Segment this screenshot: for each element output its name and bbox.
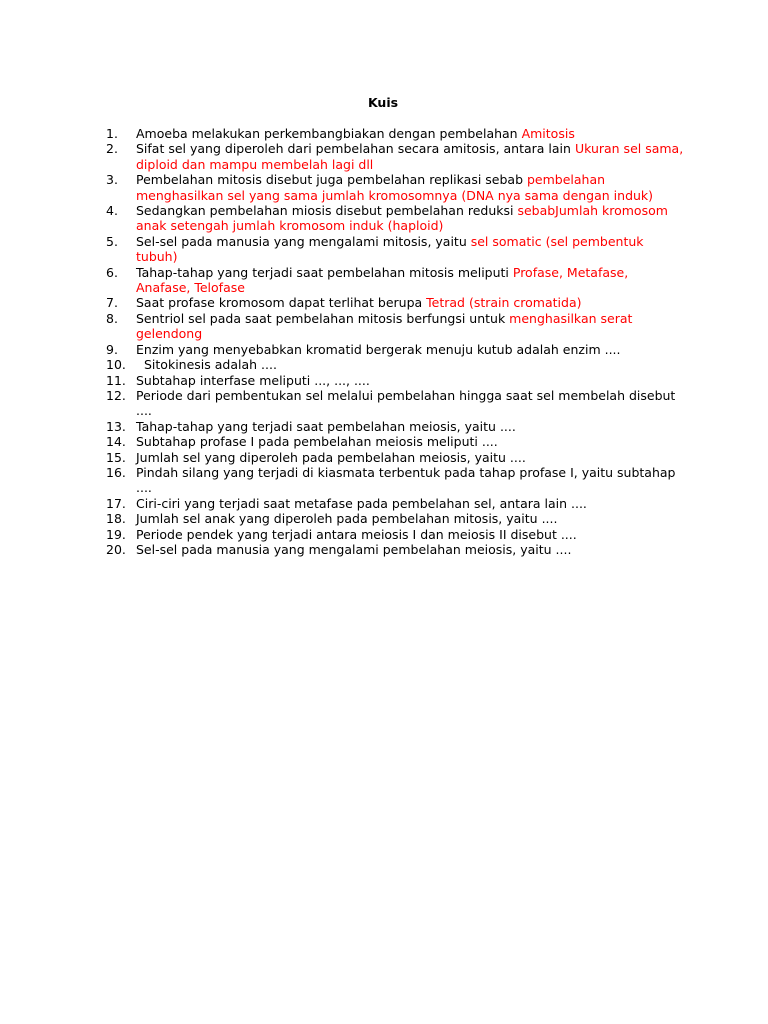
item-text: [136, 434, 498, 449]
quiz-item: [106, 126, 686, 141]
item-number: 2.: [106, 141, 118, 157]
quiz-item: [106, 419, 686, 434]
item-text: [136, 465, 675, 495]
answer-text: Tetrad (strain cromatida): [426, 295, 582, 311]
question-text: Tahap-tahap yang terjadi saat pembelahan meiosis, yaitu ....: [136, 418, 516, 434]
item-number: 11.: [106, 372, 126, 388]
question-text: Sel-sel pada manusia yang mengalami pembelahan meiosis, yaitu ....: [136, 541, 572, 557]
quiz-item: [106, 527, 686, 542]
question-text: Pindah silang yang terjadi di kiasmata terbentuk pada tahap profase I, yaitu subtahap ....: [136, 464, 676, 496]
item-number: 4.: [106, 203, 118, 219]
quiz-item: [106, 465, 686, 496]
item-text: [136, 172, 653, 202]
quiz-item: [106, 203, 686, 234]
item-number: 7.: [106, 295, 118, 311]
question-text: Periode dari pembentukan sel melalui pembelahan hingga saat sel membelah disebut ....: [136, 387, 676, 419]
item-number: 20.: [106, 541, 126, 557]
answer-text: Profase, Metafase, Anafase, Telofase: [136, 264, 629, 296]
quiz-item: [106, 357, 686, 372]
quiz-item: [106, 511, 686, 526]
question-text: Sifat sel yang diperoleh dari pembelahan secara amitosis, antara lain: [136, 141, 575, 157]
question-text: Amoeba melakukan perkembangbiakan dengan pembelahan: [136, 126, 522, 141]
item-text: [136, 234, 644, 264]
item-text: [136, 542, 571, 557]
answer-text: sel somatic (sel pembentuk tubuh): [136, 233, 644, 265]
item-text: [136, 419, 516, 434]
quiz-item: [106, 542, 686, 557]
item-text: [136, 265, 628, 295]
quiz-item: [106, 265, 686, 296]
answer-text: menghasilkan serat gelendong: [136, 310, 633, 342]
quiz-item: [106, 388, 686, 419]
item-text: [136, 511, 557, 526]
question-text: Saat profase kromosom dapat terlihat berupa: [136, 295, 427, 311]
item-number: 8.: [106, 310, 118, 326]
item-text: [136, 496, 587, 511]
quiz-item: [106, 450, 686, 465]
item-text: [136, 311, 632, 341]
item-number: 5.: [106, 233, 118, 249]
question-text: Sentriol sel pada saat pembelahan mitosis berfungsi untuk: [136, 310, 510, 326]
question-text: Subtahap profase I pada pembelahan meiosis meliputi ....: [136, 434, 498, 450]
item-text: [136, 203, 668, 233]
item-text: [136, 527, 577, 542]
answer-text: Amitosis: [521, 126, 575, 141]
quiz-item: [106, 342, 686, 357]
item-number: 15.: [106, 449, 126, 465]
question-text: Pembelahan mitosis disebut juga pembelahan replikasi sebab: [136, 172, 527, 188]
quiz-item: [106, 234, 686, 265]
question-text: Periode pendek yang terjadi antara meiosis I dan meiosis II disebut ....: [136, 526, 577, 542]
item-number: 10.: [106, 357, 126, 373]
quiz-item: [106, 311, 686, 342]
question-text: Tahap-tahap yang terjadi saat pembelahan mitosis meliputi: [136, 264, 513, 280]
item-number: 6.: [106, 264, 118, 280]
item-text: [136, 450, 526, 465]
answer-text: pembelahan menghasilkan sel yang sama jumlah kromosomnya (DNA nya sama dengan induk): [136, 172, 654, 203]
item-text: [136, 126, 575, 141]
answer-text: Ukuran sel sama, diploid dan mampu membelah lagi dll: [136, 141, 684, 172]
item-number: 18.: [106, 511, 126, 527]
quiz-list: [106, 126, 686, 557]
item-number: 16.: [106, 464, 126, 480]
item-text: [136, 295, 582, 310]
item-number: 19.: [106, 526, 126, 542]
item-number: 1.: [106, 126, 118, 141]
question-text: Enzim yang menyebabkan kromatid bergerak menuju kutub adalah enzim ....: [136, 341, 621, 357]
item-number: 3.: [106, 172, 118, 188]
item-text: [136, 342, 621, 357]
answer-text: sebabJumlah kromosom anak setengah jumlah kromosom induk (haploid): [136, 203, 668, 234]
item-text: [136, 357, 277, 372]
item-number: 14.: [106, 434, 126, 450]
item-number: 9.: [106, 341, 118, 357]
quiz-item: [106, 141, 686, 172]
item-number: 17.: [106, 495, 126, 511]
question-text: Jumlah sel yang diperoleh pada pembelahan meiosis, yaitu ....: [136, 449, 526, 465]
quiz-item: [106, 172, 686, 203]
quiz-item: [106, 434, 686, 449]
question-text: Sedangkan pembelahan miosis disebut pembelahan reduksi: [136, 203, 518, 219]
item-text: [136, 388, 675, 418]
question-text: Jumlah sel anak yang diperoleh pada pembelahan mitosis, yaitu ....: [136, 511, 558, 527]
item-text: [136, 373, 370, 388]
question-text: Subtahap interfase meliputi ..., ..., ....: [136, 372, 370, 388]
item-number: 12.: [106, 387, 126, 403]
item-number: 13.: [106, 418, 126, 434]
question-text: Sel-sel pada manusia yang mengalami mitosis, yaitu: [136, 233, 471, 249]
quiz-item: [106, 373, 686, 388]
page-title: Kuis: [367, 95, 399, 110]
question-text: Sitokinesis adalah ....: [144, 357, 277, 373]
quiz-item: [106, 295, 686, 310]
item-text: [136, 141, 683, 171]
question-text: Ciri-ciri yang terjadi saat metafase pada pembelahan sel, antara lain ....: [136, 495, 587, 511]
quiz-item: [106, 496, 686, 511]
